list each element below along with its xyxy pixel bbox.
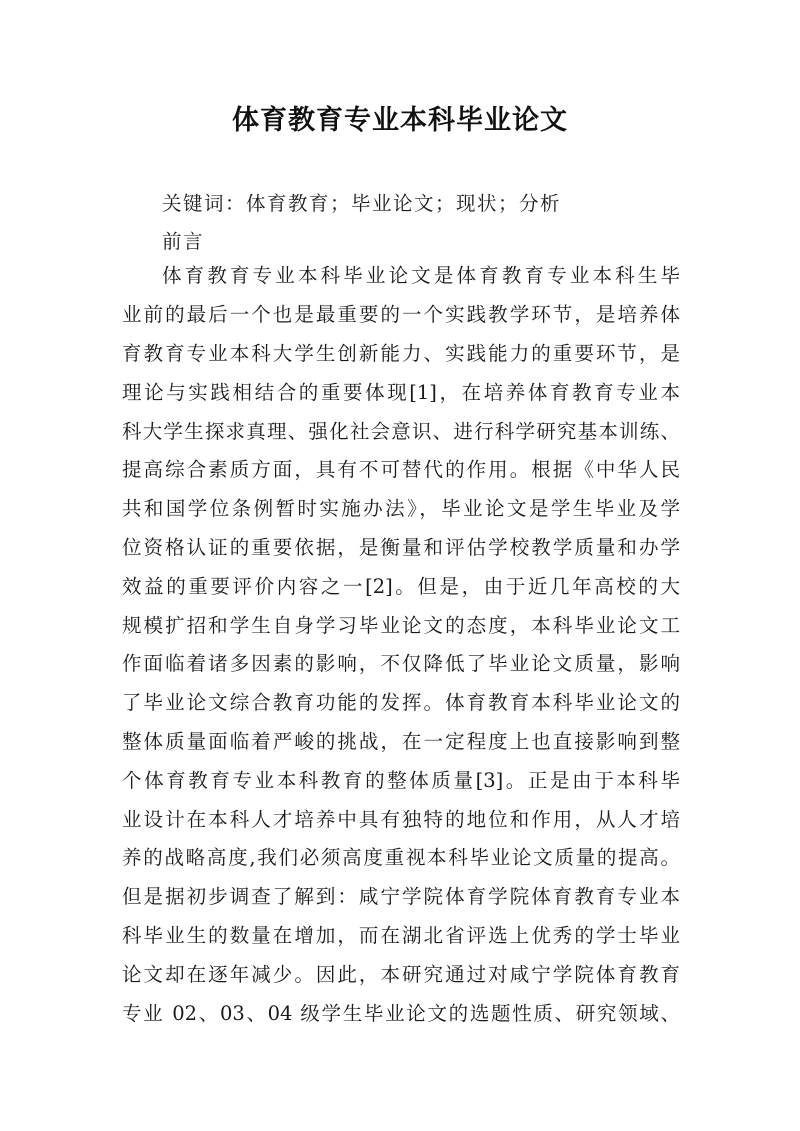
paragraph-line: 业设计在本科人才培养中具有独特的地位和作用，从人才培: [122, 808, 680, 831]
paragraph-line: 科毕业生的数量在增加，而在湖北省评选上优秀的学士毕业: [122, 924, 680, 947]
document-title: 体育教育专业本科毕业论文: [232, 105, 568, 136]
paragraph-line: 育教育专业本科大学生创新能力、实践能力的重要环节，是: [122, 342, 680, 365]
paragraph-line: 论文却在逐年减少。因此，本研究通过对咸宁学院体育教育: [122, 963, 680, 986]
paragraph-line: 养的战略高度,我们必须高度重视本科毕业论文质量的提高。: [122, 846, 680, 869]
section-heading: 前言: [162, 230, 205, 253]
paragraph-line: 效益的重要评价内容之一[2]。但是，由于近几年高校的大: [122, 575, 680, 598]
paragraph-line: 提高综合素质方面，具有不可替代的作用。根据《中华人民: [122, 458, 680, 481]
paragraph-line: 规模扩招和学生自身学习毕业论文的态度，本科毕业论文工: [122, 614, 680, 637]
paragraph-line: 共和国学位条例暂时实施办法》，毕业论文是学生毕业及学: [122, 497, 680, 520]
paragraph-line: 科大学生探求真理、强化社会意识、进行科学研究基本训练、: [122, 420, 680, 443]
keywords-line: 关键词：体育教育；毕业论文；现状；分析: [162, 192, 562, 215]
paragraph-line: 了毕业论文综合教育功能的发挥。体育教育本科毕业论文的: [122, 691, 680, 714]
paragraph-line: 但是据初步调查了解到：咸宁学院体育学院体育教育专业本: [122, 885, 680, 908]
paragraph-line: 体育教育专业本科毕业论文是体育教育专业本科生毕: [162, 264, 680, 287]
paragraph-line: 位资格认证的重要依据，是衡量和评估学校教学质量和办学: [122, 536, 680, 559]
paragraph-line: 作面临着诸多因素的影响，不仅降低了毕业论文质量，影响: [122, 652, 680, 675]
paragraph-line: 业前的最后一个也是最重要的一个实践教学环节，是培养体: [122, 303, 680, 326]
paragraph-line: 个体育教育专业本科教育的整体质量[3]。正是由于本科毕: [122, 769, 680, 792]
paragraph-line: 整体质量面临着严峻的挑战，在一定程度上也直接影响到整: [122, 730, 680, 753]
paragraph-line: 专业 02、03、04 级学生毕业论文的选题性质、研究领域、: [122, 1002, 680, 1025]
paragraph-line: 理论与实践相结合的重要体现[1]，在培养体育教育专业本: [122, 381, 680, 404]
